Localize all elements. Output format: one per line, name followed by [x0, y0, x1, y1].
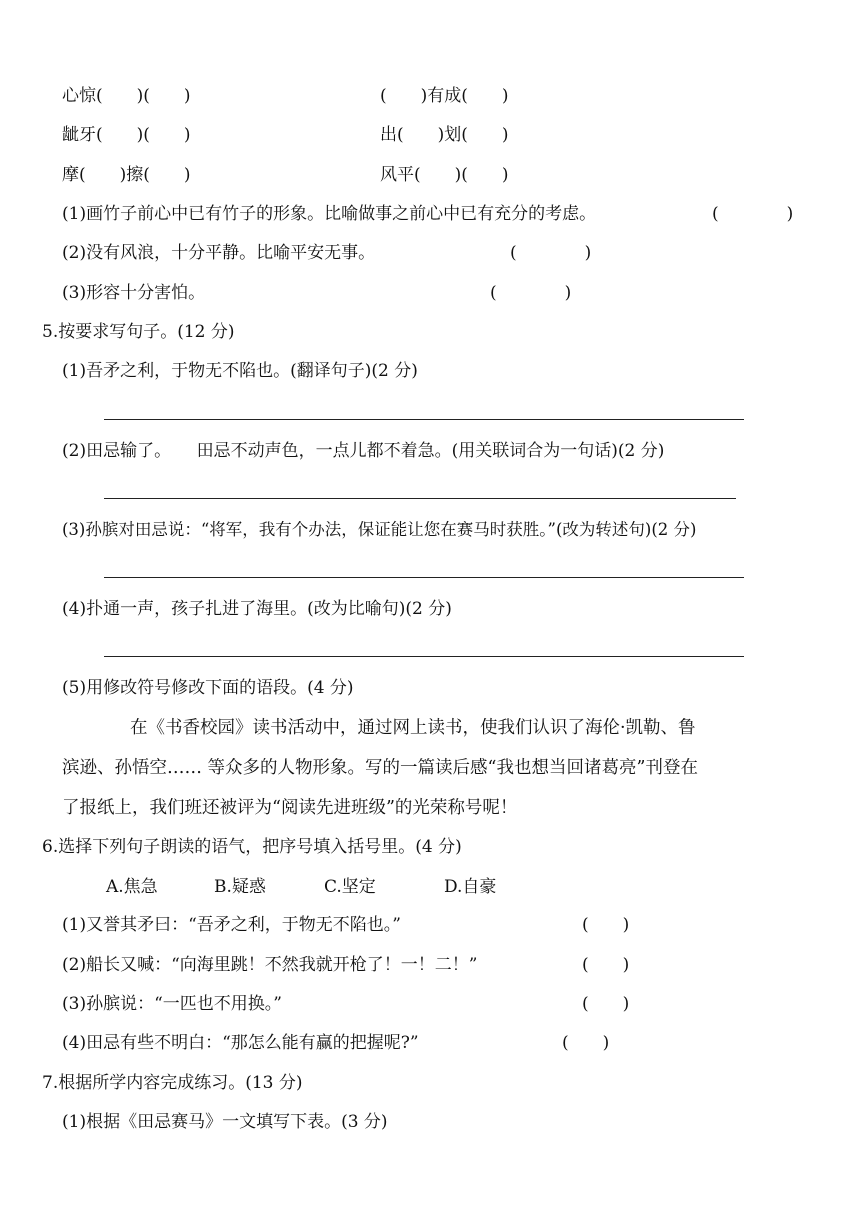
q5-passage-line-3: 了报纸上，我们班还被评为“阅读先进班级”的光荣称号呢！ [62, 798, 518, 818]
q6-sentence-1: (1)又誉其矛曰：“吾矛之利，于物无不陷也。” [62, 915, 401, 935]
idiom-r2-right: 出( )划( ) [380, 125, 509, 145]
idiom-r3-right: 风平( )( ) [380, 165, 509, 185]
q5-sub-2: (2)田忌输了。 田忌不动声色，一点儿都不着急。(用关联词合为一句话)(2 分) [62, 441, 665, 461]
q6-blank-4[interactable]: ( ) [562, 1033, 610, 1053]
meaning-1-answer-blank[interactable]: ( ) [712, 204, 794, 224]
q5-title: 5.按要求写句子。(12 分) [42, 322, 235, 342]
idiom-r1-right: ( )有成( ) [380, 86, 509, 106]
q5-answer-line-2[interactable] [104, 498, 736, 499]
q7-sub-1: (1)根据《田忌赛马》一文填写下表。(3 分) [62, 1112, 388, 1132]
idiom-r2-left: 龇牙( )( ) [62, 125, 191, 145]
q6-sentence-3: (3)孙膑说：“一匹也不用换。” [62, 994, 282, 1014]
idiom-r1-left: 心惊( )( ) [62, 86, 191, 106]
q6-blank-2[interactable]: ( ) [582, 955, 630, 975]
q6-blank-3[interactable]: ( ) [582, 994, 630, 1014]
q6-sentence-2: (2)船长又喊：“向海里跳！不然我就开枪了！一！二！” [62, 955, 478, 975]
meaning-2: (2)没有风浪，十分平静。比喻平安无事。 [62, 243, 376, 263]
meaning-3: (3)形容十分害怕。 [62, 283, 206, 303]
q5-sub-1: (1)吾矛之利，于物无不陷也。(翻译句子)(2 分) [62, 361, 418, 381]
q6-title: 6.选择下列句子朗读的语气，把序号填入括号里。(4 分) [42, 837, 462, 857]
q6-option-b: B.疑惑 [214, 877, 266, 897]
meaning-3-answer-blank[interactable]: ( ) [490, 283, 572, 303]
q6-option-a: A.焦急 [106, 877, 158, 897]
q5-sub-5: (5)用修改符号修改下面的语段。(4 分) [62, 678, 354, 698]
q6-option-d: D.自豪 [444, 877, 497, 897]
meaning-1: (1)画竹子前心中已有竹子的形象。比喻做事之前心中已有充分的考虑。 [62, 204, 597, 224]
q6-sentence-4: (4)田忌有些不明白：“那怎么能有赢的把握呢?” [62, 1033, 419, 1053]
q6-option-c: C.坚定 [324, 877, 376, 897]
q5-answer-line-4[interactable] [104, 656, 744, 657]
q7-title: 7.根据所学内容完成练习。(13 分) [42, 1073, 303, 1093]
q5-sub-3: (3)孙膑对田忌说：“将军，我有个办法，保证能让您在赛马时获胜。”(改为转述句)(2 分) [62, 520, 697, 539]
q5-answer-line-1[interactable] [104, 419, 744, 420]
q5-answer-line-3[interactable] [104, 577, 744, 578]
q5-sub-4: (4)扑通一声，孩子扎进了海里。(改为比喻句)(2 分) [62, 599, 452, 619]
q5-passage-line-2: 滨逊、孙悟空…… 等众多的人物形象。写的一篇读后感“我也想当回诸葛亮”刊登在 [62, 758, 698, 778]
idiom-r3-left: 摩( )擦( ) [62, 165, 191, 185]
q5-passage-line-1: 在《书香校园》读书活动中，通过网上读书，使我们认识了海伦·凯勒、鲁 [130, 718, 696, 738]
meaning-2-answer-blank[interactable]: ( ) [510, 243, 592, 263]
q6-blank-1[interactable]: ( ) [582, 915, 630, 935]
